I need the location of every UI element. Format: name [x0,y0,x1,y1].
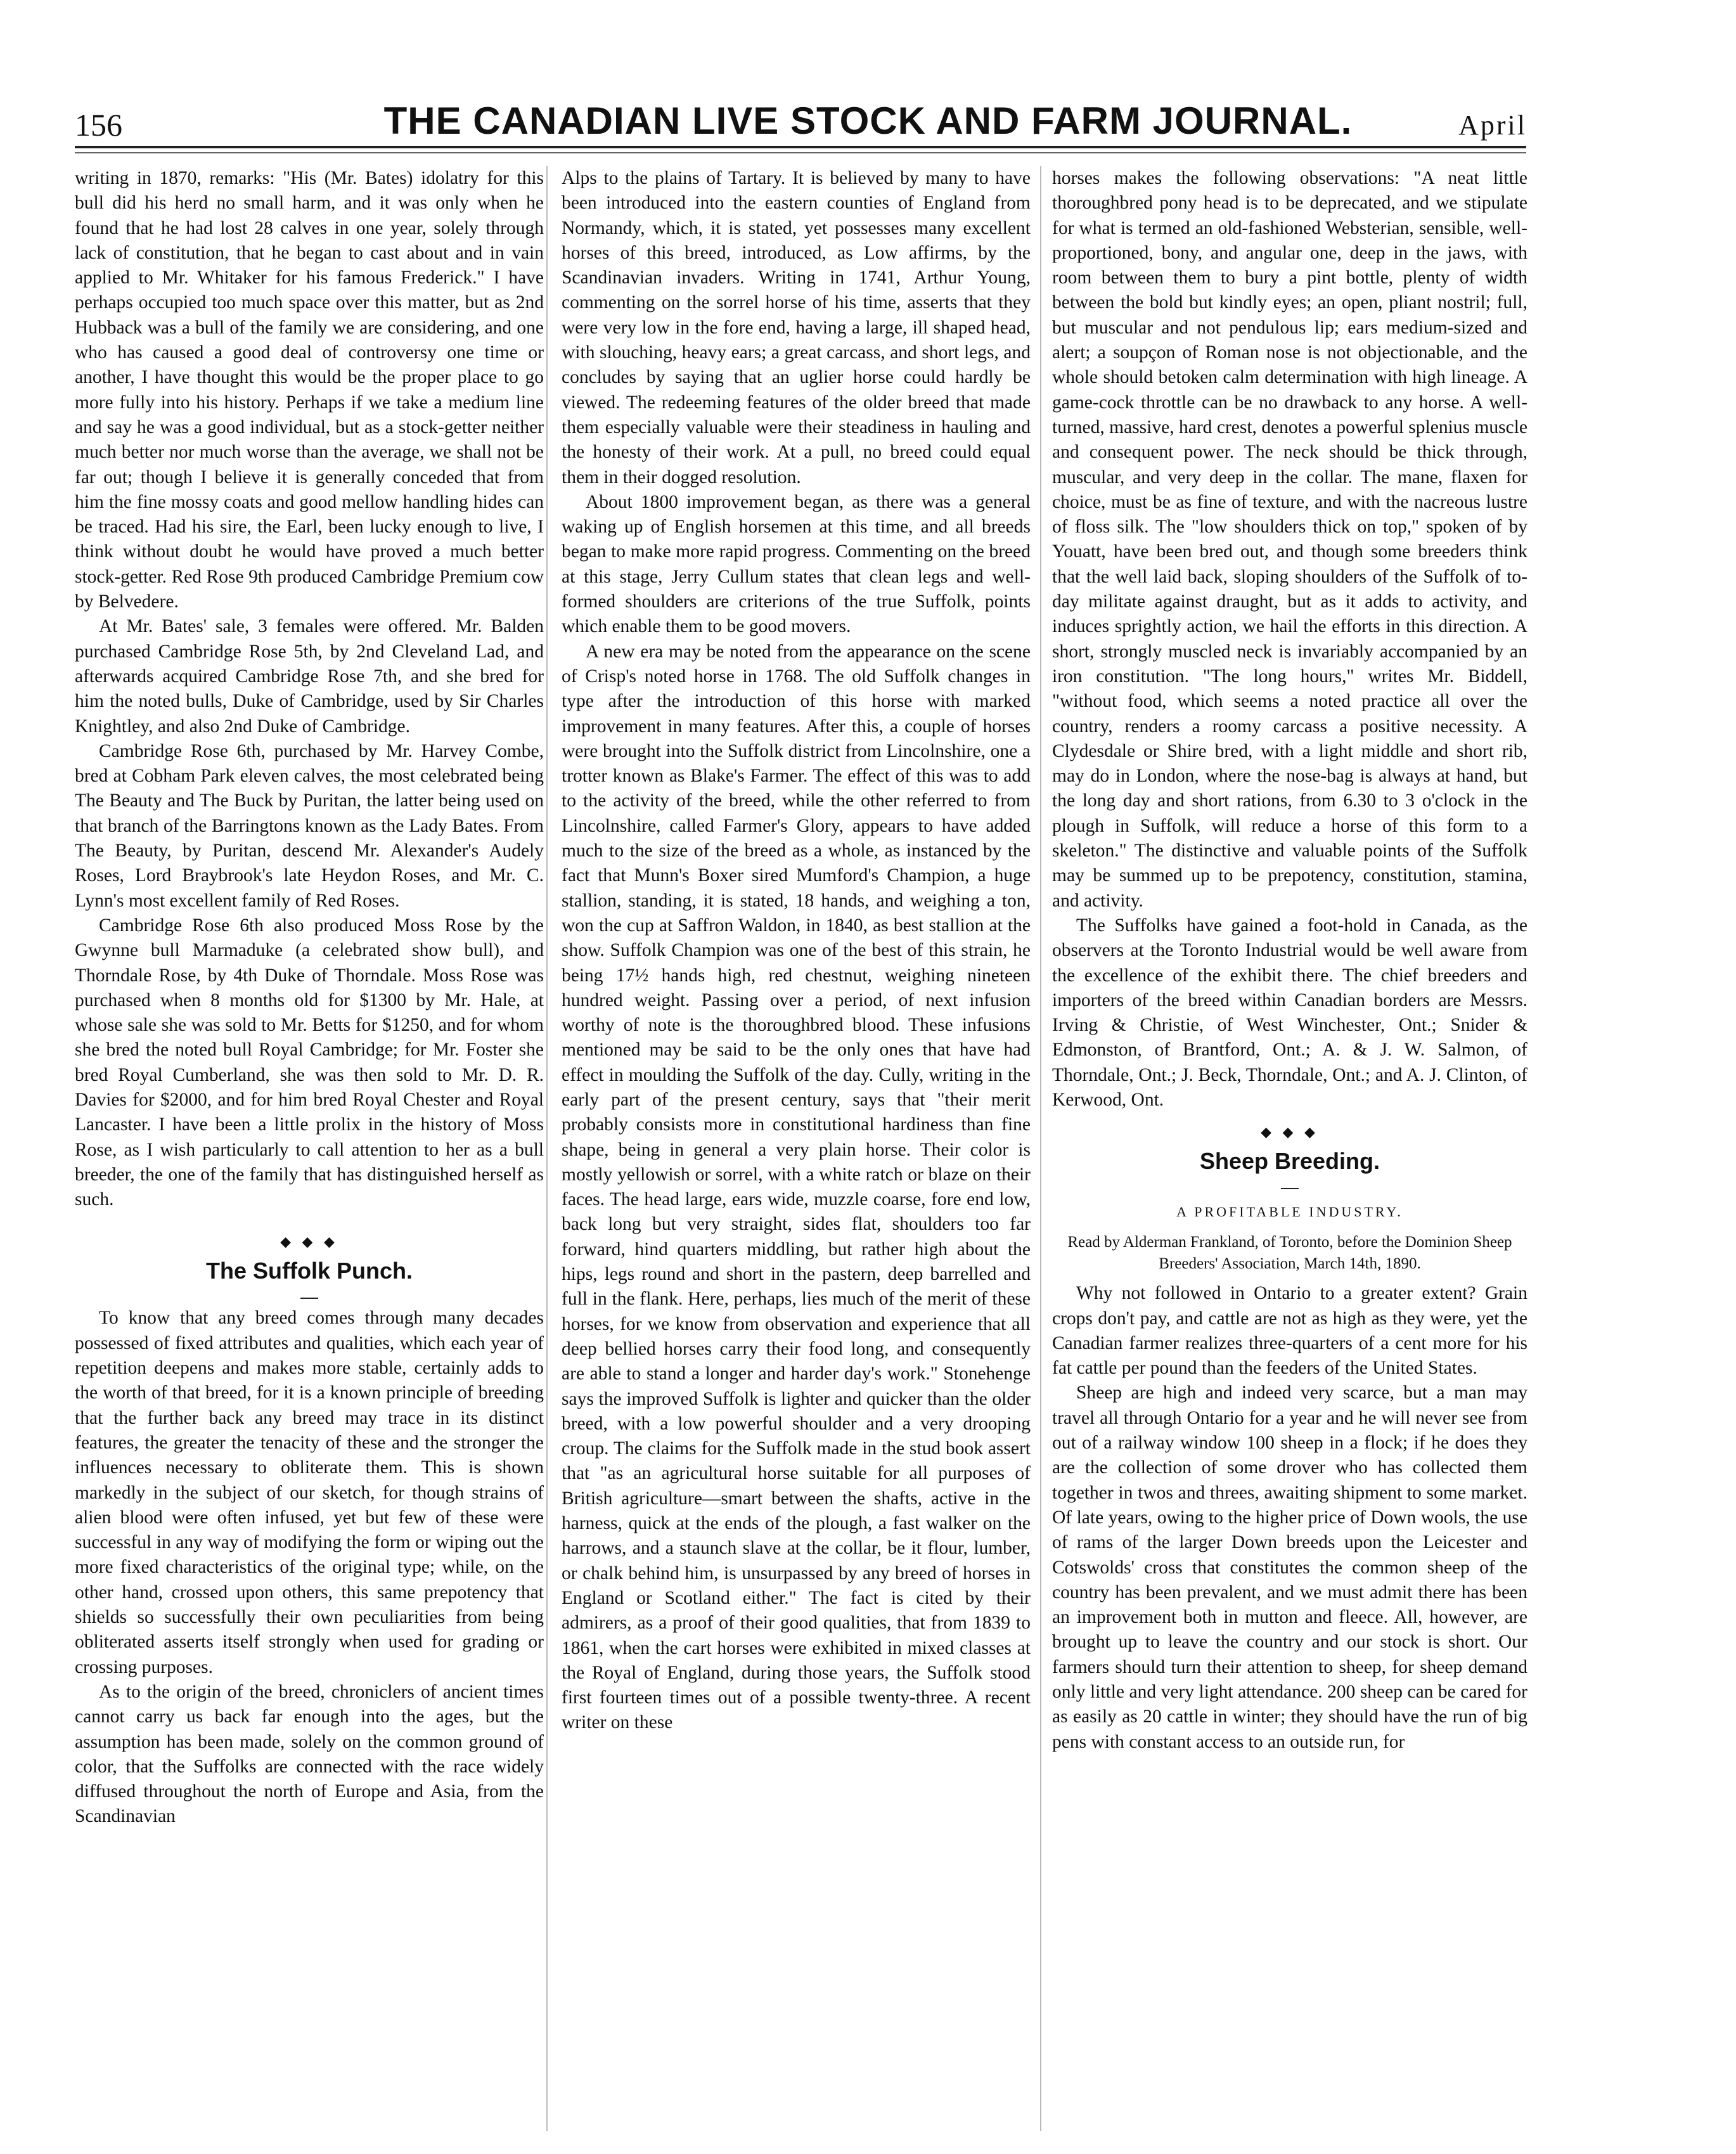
column-2 [562,166,1031,2131]
title-dash [1052,1177,1527,1196]
paragraph: Cambridge Rose 6th also produced Moss Rose by the Gwynne bull Marmaduke (a celebrated show bull), and Thorndale Rose, by 4th Duke of Thorndale. Moss Rose was purchased when 8 months old for $1300 by Mr. Hale, at whose sale she was sold to Mr. Betts for $1250, and for whom she bred the noted bull Royal Cambridge; for Mr. Foster she bred Royal Cumberland, she was then sold to Mr. D. R. Davies for $2000, and for him bred Royal Chester and Royal Lancaster. I have been a little prolix in the history of Moss Rose, as I wish particularly to call attention to her as a bull breeder, the one of the family that has distinguished herself as such. [75,915,544,1210]
paragraph: About 1800 improvement began, as there was a general waking up of English horsemen at this time, and all breeds began to make more rapid progress. Commenting on the breed at this stage, Jerry Cullum states that clean legs and well-formed shoulders are criterions of the true Suffolk, points which enable them to be good movers. [562,491,1031,637]
journal-title: THE CANADIAN LIVE STOCK AND FARM JOURNAL. [383,100,1353,142]
paragraph: Alps to the plains of Tartary. It is believed by many to have been introduced into the eastern counties of England from Normandy, which, it is stated, yet possesses many excellent horses of this breed, introduced, as Low affirms, by the Scandinavian invaders. Writing in 1741, Arthur Young, commenting on the sorrel horse of his time, asserts that they were very low in the fore end, having a large, ill shaped head, with slouching, heavy ears; a great carcass, and short legs, and concludes by saying that an uglier horse could hardly be viewed. The redeeming features of the older breed that made them especially valuable were their steadiness in hauling and the honesty of their work. At a pull, no breed could equal them in their dogged resolution. [562,168,1031,487]
section-ornament: ◆ ◆ ◆ [1261,1124,1319,1140]
title-dash [75,1287,544,1306]
section-ornament: ◆ ◆ ◆ [280,1234,338,1250]
header-rule [75,146,1526,148]
paragraph: Why not followed in Ontario to a greater extent? Grain crops don't pay, and cattle are not as high as they were, yet the Canadian farmer realizes three-quarters of a cent more for his fat cattle per pound than the feeders of the United States. [1052,1283,1527,1379]
paragraph: horses makes the following observations: "A neat little thoroughbred pony head is to be deprecated, and we stipulate for what is termed an old-fashioned Websterian, sensible, well-proportioned, bony, and angular one, deep in the jaws, with room between them to bury a pint bottle, plenty of width between the bold but kindly eyes; an open, pliant nostril; full, but muscular and not pendulous lip; ears medium-sized and alert; a soupçon of Roman nose is not objectionable, and the whole should betoken calm determination with high lineage. A game-cock throttle can be no drawback to any horse. A well-turned, massive, hard crest, denotes a powerful splenius muscle and consequent power. The neck should be thick through, muscular, and very deep in the collar. The mane, flaxen for choice, must be as fine of texture, and with the nacreous lustre of floss silk. The "low shoulders thick on top," spoken of by Youatt, have been bred out, and though some breeders think that the well laid back, sloping shoulders of the Suffolk of to-day militate against draught, but as it adds to activity, and induces sprightly action, we hail the efforts in this direction. A short, strongly muscled neck is invariably accompanied by an iron constitution. "The long hours," writes Mr. Biddell, "without food, which seems a noted practice all over the country, renders a roomy carcass a positive necessity. A Clydesdale or Shire bred, with a light middle and short rib, may do in London, where the nose-bag is always at hand, but the long day and short rations, from 6.30 to 3 o'clock in the plough in Suffolk, will reduce a horse of this form to a skeleton." The distinctive and valuable points of the Suffolk may be summed up to be prepotency, constitution, stamina, and activity. [1052,168,1527,911]
paragraph: To know that any breed comes through many decades possessed of fixed attributes and qualities, which each year of repetition deepens and makes more stable, certainly adds to the worth of that breed, for it is a known principle of breeding that the further back any breed may trace in its distinct features, the greater the tenacity of these and the stronger the influences necessary to obliterate them. This is shown markedly in the subject of our sketch, for though strains of alien blood were often infused, yet but few of these were successful in any way of modifying the form or wiping out the more fixed characteristics of the original type; while, on the other hand, crossed upon others, this same prepotency that shields so successfully their own peculiarities from being obliterated asserts itself strongly when used for grading or crossing purposes. [75,1308,544,1677]
column-1 [75,166,544,2131]
paragraph: Sheep are high and indeed very scarce, but a man may travel all through Ontario for a year and he will never see from out of a railway window 100 sheep in a flock; if he does they are the collection of some drover who has collected them together in twos and threes, awaiting shipment to some market. Of late years, owing to the higher price of Down wools, the use of rams of the larger Down breeds upon the Leicester and Cotswolds' cross that constitutes the common sheep of the country has been prevalent, and we must admit there has been an improvement both in mutton and fleece. All, however, are brought up to leave the country and our stock is short. Our farmers should turn their attention to sheep, for sheep demand only little and very light attendance. 200 sheep can be cared for as easily as 20 cattle in winter; they should have the run of big pens with constant access to an outside run, for [1052,1383,1527,1752]
page-header [0,95,1736,146]
section-title-suffolk-punch: The Suffolk Punch. [205,1258,413,1284]
section-subtitle: A PROFITABLE INDUSTRY. [1176,1204,1403,1220]
paragraph: The Suffolks have gained a foot-hold in Canada, as the observers at the Toronto Industrial would be well aware from the excellence of the exhibit there. The chief breeders and importers of the breed within Canadian borders are Messrs. Irving & Christie, of West Winchester, Ont.; Snider & Edmonston, of Brantford, Ont.; A. & J. W. Salmon, of Thorndale, Ont.; J. Beck, Thorndale, Ont.; and A. J. Clinton, of Kerwood, Ont. [1052,915,1527,1110]
issue-month: April [1458,110,1527,141]
header-rule-thin [75,152,1526,153]
section-title-sheep-breeding: Sheep Breeding. [1199,1148,1380,1175]
paragraph: A new era may be noted from the appearance on the scene of Crisp's noted horse in 1768. The old Suffolk changes in type after the introduction of this horse with marked improvement in many features. After this, a couple of horses were brought into the Suffolk district from Lincolnshire, one a trotter known as Blake's Farmer. The effect of this was to add to the activity of the breed, while the other referred to from Lincolnshire, called Farmer's Glory, appears to have added much to the size of the breed as a whole, as instanced by the fact that Munn's Boxer sired Mumford's Champion, a huge stallion, standing, it is stated, 18 hands, and weighing a ton, won the cup at Saffron Waldon, in 1840, as best stallion at the show. Suffolk Champion was one of the best of this strain, he being 17½ hands high, red chestnut, weighing nineteen hundred weight. Passing over a period, of next infusion worthy of note is the thoroughbred blood. These infusions mentioned may be said to be the only ones that have had effect in moulding the Suffolk of the day. Cully, writing in the early part of the present century, says that "their merit probably consists more in constitutional hardiness than fine shape, being in general a very plain horse. Their color is mostly yellowish or sorrel, with a white ratch or blaze on their faces. The head large, ears wide, muzzle coarse, fore end low, back long but very straight, sides flat, shoulders too far forward, hind quarters middling, but rather high about the hips, legs round and short in the pastern, deep barrelled and full in the flank. Here, perhaps, lies much of the merit of these horses, for we know from observation and experience that all deep bellied horses carry their food long, and consequently are able to stand a longer and harder day's work." Stonehenge says the improved Suffolk is lighter and quicker than the older breed, with a low powerful shoulder and a very drooping croup. The claims for the Suffolk made in the stud book assert that "as an agricultural horse suitable for all purposes of British agriculture—smart between the shafts, active in the harness, quick at the ends of the plough, a fast walker on the harrows, and a staunch slave at the collar, be it flour, lumber, or chalk behind him, is unsurpassed by any breed of horses in England or Scotland either." The fact is cited by their admirers, as a proof of their good qualities, that from 1839 to 1861, when the cart horses were exhibited in mixed classes at the Royal of England, during those years, the Suffolk stood first fourteen times out of a possible twenty-three. A recent writer on these [562,641,1031,1733]
paragraph: As to the origin of the breed, chroniclers of ancient times cannot carry us back far enough into the ages, but the assumption has been made, solely on the common ground of color, that the Suffolks are connected with the race widely diffused throughout the north of Europe and Asia, from the Scandinavian [75,1681,544,1827]
column-divider-right [1040,166,1041,2131]
column-3 [1052,166,1527,2131]
page-number: 156 [75,107,122,143]
paragraph: writing in 1870, remarks: "His (Mr. Bates) idolatry for this bull did his herd no small harm, and it was only when he found that he had lost 28 calves in one year, solely through lack of constitution, that he began to cast about and in vain applied to Mr. Whitaker for his famous Frederick." I have perhaps occupied too much space over this matter, but as 2nd Hubback was a bull of the family we are considering, and one who has caused a good deal of controversy one time or another, I have thought this would be the proper place to go more fully into his history. Perhaps if we take a medium line and say he was a good individual, but as a stock-getter neither much better nor much worse than the average, we shall not be far out; though I believe it is generally conceded that from him the fine mossy coats and good mellow handling hides can be traced. Had his sire, the Earl, been lucky enough to live, I think without doubt he would have proved a much better stock-getter. Red Rose 9th produced Cambridge Premium cow by Belvedere. [75,168,544,612]
paragraph: At Mr. Bates' sale, 3 females were offered. Mr. Balden purchased Cambridge Rose 5th, by 2nd Cleveland Lad, and afterwards acquired Cambridge Rose 7th, and she bred for him the noted bulls, Duke of Cambridge, used by Sir Charles Knightley, and also 2nd Duke of Cambridge. [75,616,544,737]
read-by-note: Read by Alderman Frankland, of Toronto, before the Dominion Sheep Breeders' Association, March 14th, 1890. [1067,1234,1512,1273]
column-divider-left [546,166,548,2131]
paragraph: Cambridge Rose 6th, purchased by Mr. Harvey Combe, bred at Cobham Park eleven calves, the most celebrated being The Beauty and The Buck by Puritan, the latter being used on that branch of the Barringtons known as the Lady Bates. From The Beauty, by Puritan, descend Mr. Alexander's Audely Roses, Lord Braybrook's late Heydon Roses, and Mr. C. Lynn's most excellent family of Red Roses. [75,740,544,911]
